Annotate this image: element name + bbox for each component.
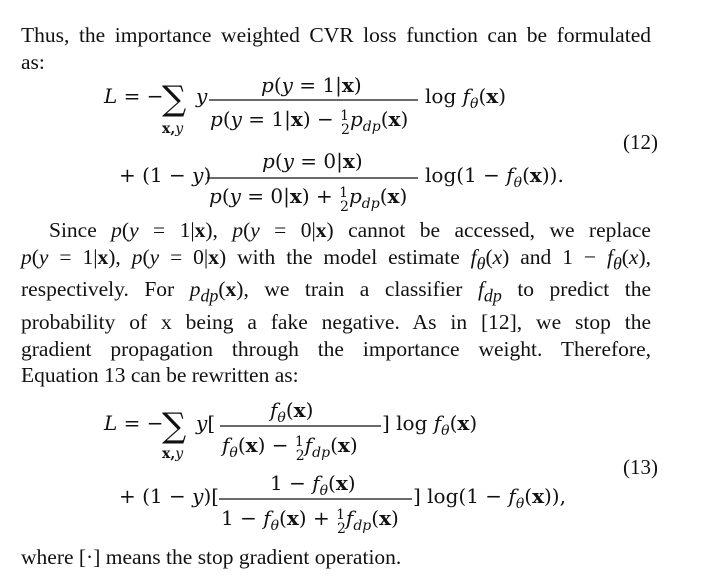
eq12-term1-numerator: p(y = 1|x) — [261, 73, 362, 97]
eq13-term1-numerator: $f_\theta(x)$ — [270, 398, 314, 426]
eq12-line-2 — [119, 149, 564, 215]
intro-paragraph — [21, 22, 651, 75]
eq12-lhs: L = − — [104, 84, 164, 108]
eq13-term2-numerator: $1 - f_\theta(x)$ — [270, 471, 356, 499]
body-line-1: Since p(y = 1|x), p(y = 0|x) cannot be accessed, we replace — [49, 218, 651, 242]
eq12-term2-denominator: p(y = 0|x) + $^1$ $2p_{dp}(x)$ — [209, 184, 408, 215]
eq13-term2-prefix: + (1 − y)[ — [119, 484, 220, 508]
eq13-lhs: L = − — [104, 411, 164, 435]
eq12-term1-prefix: y — [196, 84, 208, 108]
eq13-sum-symbol: ∑ — [162, 406, 187, 446]
body-line-5: gradient propagation through the importance weight. Therefore, — [21, 336, 651, 361]
eq12-sum-symbol: ∑ — [162, 79, 187, 119]
eq12-term1-denominator: p(y = 1|x) − $^1$ $2p_{dp}(x)$ — [210, 107, 409, 138]
eq13-term1-denominator: $f_\theta(x) - ^1$ $2f_{dp}(x)$ — [222, 433, 358, 464]
eq13-term1-prefix: y[ — [196, 411, 216, 435]
eq12-line-1 — [103, 73, 506, 138]
eq12-number: (12) — [623, 130, 658, 154]
body-line-3: respectively. For $p_{dp}(x)$, we train a classifier $f_{dp}$ to predict the — [21, 277, 652, 306]
eq12-sum-subscript: x,y — [162, 121, 184, 137]
eq12-term2-prefix: + (1 − y) — [119, 163, 212, 187]
outro-line-1: where [·] means the stop gradient operation. — [21, 545, 402, 569]
body-line-6: Equation 13 can be rewritten as: — [21, 363, 299, 388]
eq12-term2-numerator: p(y = 0|x) — [262, 149, 363, 173]
body-line-4: probability of x being a fake negative. As in [12], we stop the — [21, 310, 651, 335]
eq12-term2-suffix: $\log(1 - f_\theta(x))$. — [425, 163, 564, 191]
equation-12 — [0, 72, 722, 222]
intro-line-2: as: — [21, 49, 45, 74]
eq13-term2-suffix: ] $\log(1 - f_\theta(x))$, — [413, 484, 566, 512]
eq13-line-1 — [103, 398, 477, 464]
eq12-term1-suffix: $\log f_\theta(x)$ — [425, 84, 507, 112]
body-line-2: p(y = 1|x), p(y = 0|x) with the model estimate $f_\theta(x)$ and $1 - f_\theta(x)$, — [21, 244, 652, 273]
body-paragraph — [21, 217, 651, 389]
eq13-line-2 — [119, 471, 566, 537]
eq13-term1-suffix: ] $\log f_\theta(x)$ — [382, 411, 478, 439]
equation-13 — [0, 390, 722, 540]
eq13-sum-subscript: x,y — [162, 446, 184, 462]
eq13-term2-denominator: $1 - f_\theta(x) + ^1$ $2f_{dp}(x)$ — [221, 506, 399, 537]
eq13-number: (13) — [623, 455, 658, 479]
intro-line-1: Thus, the importance weighted CVR loss function can be formulated — [21, 23, 651, 47]
outro-paragraph — [21, 544, 651, 571]
